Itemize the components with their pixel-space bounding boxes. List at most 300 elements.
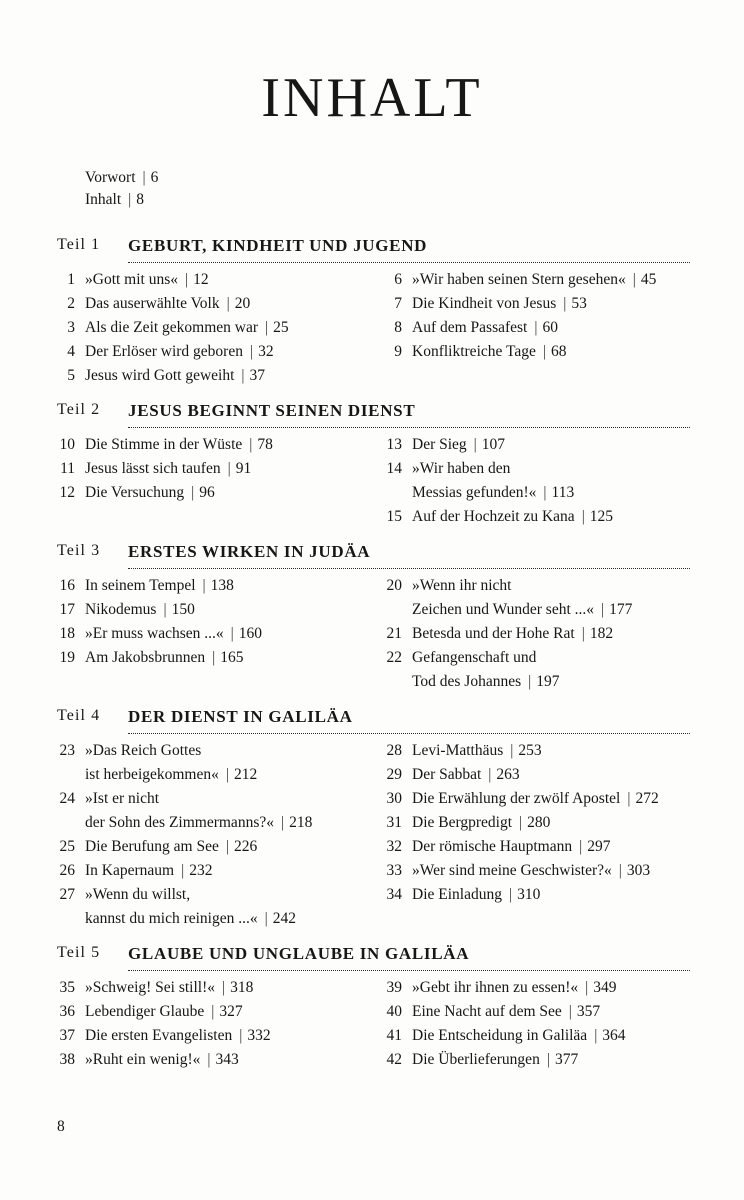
toc-entry[interactable] [384, 316, 690, 340]
separator-bar: | [222, 979, 226, 996]
toc-entry[interactable] [57, 976, 387, 1000]
frontmatter-label: Vorwort [85, 169, 136, 186]
separator-bar: | [508, 886, 513, 903]
entry-title [412, 1048, 690, 1072]
entry-page: 25 [273, 319, 289, 336]
entry-page: 343 [215, 1051, 239, 1068]
entry-page: 138 [210, 577, 234, 594]
entry-number: 13 [386, 436, 402, 453]
section-header [0, 401, 744, 430]
separator-bar: | [191, 484, 195, 501]
entry-number: 20 [386, 577, 402, 594]
entry-title-line: Die Bergpredigt | 280 [412, 811, 690, 835]
entry-title-line: »Wir haben seinen Stern gesehen« | 45 [412, 268, 690, 292]
entry-title-line: »Schweig! Sei still!« | 318 [85, 976, 387, 1000]
entry-page: 303 [626, 862, 651, 879]
entry-page: 253 [518, 742, 542, 759]
entry-title [412, 268, 690, 292]
separator-bar: | [239, 1027, 243, 1044]
section-header [0, 542, 744, 571]
entry-number: 7 [394, 295, 402, 312]
entry-page: 212 [233, 766, 258, 783]
entry-title [85, 457, 387, 481]
entry-number: 10 [59, 436, 75, 453]
entry-page: 12 [193, 271, 209, 288]
entry-title-line: »Das Reich Gottes [85, 742, 202, 759]
entry-title [412, 340, 690, 364]
entry-title [85, 835, 387, 859]
frontmatter-page: 6 [150, 169, 159, 186]
separator-bar: | [230, 625, 234, 642]
section-title: ERSTES WIRKEN IN JUDÄA [128, 542, 371, 561]
toc-entry[interactable] [384, 811, 690, 835]
section-header [0, 944, 744, 973]
entry-title-line: »Ist er nicht [85, 790, 160, 807]
toc-entry[interactable] [57, 457, 387, 481]
entry-title-line: Messias gefunden!« | 113 [412, 481, 690, 505]
toc-entry[interactable] [57, 574, 387, 598]
entry-page: 68 [550, 343, 567, 360]
entry-number: 25 [59, 838, 75, 855]
section-header [0, 707, 744, 736]
entry-title-line: Die Einladung | 310 [412, 883, 690, 907]
entry-page: 20 [234, 295, 251, 312]
entry-title-line: Der Sabbat | 263 [412, 763, 690, 787]
toc-entry[interactable] [57, 1024, 387, 1048]
entry-number: 40 [386, 1003, 402, 1020]
section-title: GLAUBE UND UNGLAUBE IN GALILÄA [128, 944, 470, 963]
entry-title-line: Die Versuchung | 96 [85, 481, 387, 505]
entry-title-line: ist herbeigekommen« | 212 [85, 763, 387, 787]
separator-bar: | [534, 319, 538, 336]
entry-title [85, 292, 387, 316]
entry-title [85, 739, 387, 787]
entry-title-line: In seinem Tempel | 138 [85, 574, 387, 598]
separator-bar: | [601, 601, 605, 618]
entry-page: 242 [272, 910, 296, 927]
toc-entry[interactable] [57, 622, 387, 646]
entry-title-line: Die Stimme in der Wüste | 78 [85, 433, 387, 457]
entry-title-line: Eine Nacht auf dem See | 357 [412, 1000, 690, 1024]
toc-entry[interactable] [384, 787, 690, 811]
toc-entry[interactable] [57, 835, 387, 859]
entry-page: 280 [527, 814, 551, 831]
entry-title [412, 574, 690, 622]
entry-columns [0, 739, 744, 931]
entry-title [412, 859, 690, 883]
toc-entry[interactable] [384, 763, 690, 787]
entry-number: 34 [386, 886, 402, 903]
entry-title [85, 598, 387, 622]
separator-bar: | [128, 191, 132, 208]
entry-column-right [384, 268, 690, 364]
section-title-rule [128, 401, 690, 428]
entry-title-line: Jesus wird Gott geweiht | 37 [85, 364, 387, 388]
section-title-rule [128, 236, 690, 263]
entry-title-line: »Wir haben den [412, 460, 511, 477]
entry-page: 327 [219, 1003, 243, 1020]
entry-number: 14 [386, 460, 402, 477]
entry-number: 30 [386, 790, 402, 807]
entry-page: 357 [576, 1003, 601, 1020]
entry-column-left [57, 268, 387, 388]
entry-number: 28 [386, 742, 402, 759]
entry-page: 364 [602, 1027, 626, 1044]
entry-page: 263 [496, 766, 520, 783]
toc-entry[interactable] [57, 1048, 387, 1072]
entry-page: 125 [589, 508, 614, 525]
entry-title-line: Die Kindheit von Jesus | 53 [412, 292, 690, 316]
frontmatter-page: 8 [136, 191, 145, 208]
entry-title-line: Lebendiger Glaube | 327 [85, 1000, 387, 1024]
entry-number: 19 [59, 649, 75, 666]
entry-number: 35 [59, 979, 75, 996]
entry-number: 29 [386, 766, 402, 783]
toc-entry[interactable] [57, 859, 387, 883]
entry-title [85, 622, 387, 646]
toc-section [0, 542, 744, 694]
entry-columns [0, 574, 744, 694]
separator-bar: | [528, 673, 532, 690]
toc-section [0, 236, 744, 388]
entry-number: 26 [59, 862, 75, 879]
separator-bar: | [581, 508, 585, 525]
toc-entry[interactable] [384, 457, 690, 505]
sections-container [0, 236, 744, 1085]
entry-page: 32 [258, 343, 274, 360]
entry-columns [0, 433, 744, 529]
entry-title [85, 340, 387, 364]
entry-column-right [384, 976, 690, 1072]
toc-entry[interactable] [57, 1000, 387, 1024]
entry-title-line: Die Berufung am See | 226 [85, 835, 387, 859]
entry-title [85, 268, 387, 292]
separator-bar: | [519, 814, 523, 831]
toc-entry[interactable] [57, 364, 387, 388]
entry-page: 107 [481, 436, 506, 453]
toc-entry[interactable] [384, 1048, 690, 1072]
entry-number: 11 [60, 460, 75, 477]
separator-bar: | [594, 1027, 598, 1044]
entry-number: 42 [386, 1051, 402, 1068]
entry-title [412, 292, 690, 316]
entry-title-line: In Kapernaum | 232 [85, 859, 387, 883]
separator-bar: | [226, 295, 230, 312]
entry-title [85, 1000, 387, 1024]
entry-title-line: »Gott mit uns« | 12 [85, 268, 387, 292]
entry-title-line: Das auserwählte Volk | 20 [85, 292, 387, 316]
entry-page: 232 [189, 862, 213, 879]
toc-entry[interactable] [384, 433, 690, 457]
entry-title [85, 787, 387, 835]
entry-title-line: Jesus lässt sich taufen | 91 [85, 457, 387, 481]
entry-page: 349 [593, 979, 617, 996]
entry-title-line: der Sohn des Zimmermanns?« | 218 [85, 811, 387, 835]
entry-title-line: »Gebt ihr ihnen zu essen!« | 349 [412, 976, 690, 1000]
toc-entry[interactable] [384, 292, 690, 316]
section-part-label: Teil 2 [57, 401, 101, 418]
separator-bar: | [632, 271, 636, 288]
entry-title-line: Der Erlöser wird geboren | 32 [85, 340, 387, 364]
toc-entry[interactable] [384, 1024, 690, 1048]
entry-title-line: »Ruht ein wenig!« | 343 [85, 1048, 387, 1072]
separator-bar: | [627, 790, 631, 807]
entry-page: 165 [220, 649, 244, 666]
entry-number: 17 [59, 601, 75, 618]
entry-title [85, 481, 387, 505]
separator-bar: | [264, 910, 268, 927]
entry-columns [0, 268, 744, 388]
entry-column-right [384, 739, 690, 907]
separator-bar: | [546, 1051, 550, 1068]
entry-number: 12 [59, 484, 75, 501]
entry-title-line: Als die Zeit gekommen war | 25 [85, 316, 387, 340]
entry-number: 37 [59, 1027, 75, 1044]
separator-bar: | [581, 625, 585, 642]
separator-bar: | [202, 577, 206, 594]
toc-entry[interactable] [384, 340, 690, 364]
entry-page: 78 [257, 436, 273, 453]
section-title-rule [128, 542, 690, 569]
toc-entry[interactable] [384, 268, 690, 292]
entry-title-line: »Wer sind meine Geschwister?« | 303 [412, 859, 690, 883]
separator-bar: | [185, 271, 189, 288]
entry-title-line: »Wenn du willst, [85, 886, 191, 903]
toc-entry[interactable] [384, 1000, 690, 1024]
entry-column-left [57, 739, 387, 931]
entry-title-line: Gefangenschaft und [412, 649, 537, 666]
separator-bar: | [579, 838, 583, 855]
entry-column-left [57, 574, 387, 670]
section-title: DER DIENST IN GALILÄA [128, 707, 353, 726]
entry-title [412, 505, 690, 529]
separator-bar: | [225, 766, 229, 783]
entry-columns [0, 976, 744, 1072]
toc-entry[interactable] [57, 340, 387, 364]
entry-title-line: Auf der Hochzeit zu Kana | 125 [412, 505, 690, 529]
entry-page: 37 [249, 367, 265, 384]
entry-page: 377 [554, 1051, 579, 1068]
entry-page: 310 [517, 886, 541, 903]
page-folio: 8 [57, 1118, 65, 1135]
entry-page: 218 [289, 814, 313, 831]
entry-page: 177 [609, 601, 633, 618]
entry-title [412, 646, 690, 694]
separator-bar: | [212, 649, 216, 666]
entry-column-left [57, 433, 387, 505]
entry-title [85, 976, 387, 1000]
section-title-rule [128, 944, 690, 971]
separator-bar: | [542, 343, 546, 360]
toc-entry[interactable] [384, 976, 690, 1000]
section-title: GEBURT, KINDHEIT UND JUGEND [128, 236, 428, 255]
separator-bar: | [227, 460, 231, 477]
entry-page: 197 [536, 673, 560, 690]
entry-title-line: »Er muss wachsen ...« | 160 [85, 622, 387, 646]
entry-number: 27 [59, 886, 75, 903]
entry-number: 6 [394, 271, 402, 288]
entry-number: 41 [386, 1027, 402, 1044]
entry-title [412, 763, 690, 787]
entry-title [412, 976, 690, 1000]
toc-entry[interactable] [384, 646, 690, 694]
section-title-rule [128, 707, 690, 734]
toc-entry[interactable] [57, 598, 387, 622]
section-part-label: Teil 5 [57, 944, 101, 961]
entry-number: 2 [67, 295, 75, 312]
entry-page: 60 [542, 319, 558, 336]
entry-page: 96 [199, 484, 215, 501]
separator-bar: | [280, 814, 285, 831]
entry-number: 31 [386, 814, 402, 831]
entry-title [85, 1024, 387, 1048]
entry-page: 272 [635, 790, 659, 807]
entry-title [412, 739, 690, 763]
entry-number: 3 [67, 319, 75, 336]
separator-bar: | [563, 295, 567, 312]
entry-page: 91 [235, 460, 252, 477]
entry-title [412, 883, 690, 907]
entry-page: 318 [230, 979, 254, 996]
toc-entry[interactable] [384, 505, 690, 529]
toc-entry[interactable] [57, 646, 387, 670]
separator-bar: | [211, 1003, 215, 1020]
entry-title [412, 835, 690, 859]
entry-title [412, 316, 690, 340]
entry-title [412, 1024, 690, 1048]
entry-page: 332 [247, 1027, 271, 1044]
toc-entry[interactable] [384, 739, 690, 763]
toc-entry[interactable] [57, 739, 387, 787]
frontmatter-list [85, 167, 158, 211]
entry-number: 15 [386, 508, 402, 525]
toc-entry[interactable] [57, 316, 387, 340]
separator-bar: | [249, 343, 254, 360]
entry-number: 23 [59, 742, 75, 759]
section-part-label: Teil 3 [57, 542, 101, 559]
entry-title-line: Die Entscheidung in Galiläa | 364 [412, 1024, 690, 1048]
entry-number: 9 [394, 343, 402, 360]
toc-entry[interactable] [384, 859, 690, 883]
entry-title [412, 1000, 690, 1024]
entry-title-line: Konfliktreiche Tage | 68 [412, 340, 690, 364]
toc-section [0, 401, 744, 529]
entry-title-line: Auf dem Passafest | 60 [412, 316, 690, 340]
entry-column-left [57, 976, 387, 1072]
separator-bar: | [207, 1051, 211, 1068]
entry-number: 38 [59, 1051, 75, 1068]
frontmatter-entry[interactable] [85, 189, 158, 211]
toc-entry[interactable] [57, 787, 387, 835]
separator-bar: | [473, 436, 477, 453]
entry-number: 24 [59, 790, 75, 807]
entry-title-line: Nikodemus | 150 [85, 598, 387, 622]
section-part-label: Teil 1 [57, 236, 101, 253]
entry-title [85, 1048, 387, 1072]
toc-entry[interactable] [57, 883, 387, 931]
entry-page: 226 [233, 838, 258, 855]
entry-title [412, 457, 690, 505]
entry-title-line: Die Überlieferungen | 377 [412, 1048, 690, 1072]
section-header [0, 236, 744, 265]
toc-entry[interactable] [57, 481, 387, 505]
entry-title [85, 316, 387, 340]
entry-page: 45 [640, 271, 657, 288]
entry-column-right [384, 574, 690, 694]
separator-bar: | [181, 862, 185, 879]
entry-page: 182 [589, 625, 614, 642]
entry-title [412, 433, 690, 457]
entry-number: 32 [386, 838, 402, 855]
entry-number: 33 [386, 862, 402, 879]
toc-entry[interactable] [384, 574, 690, 622]
section-title: JESUS BEGINNT SEINEN DIENST [128, 401, 416, 420]
entry-title-line: Levi-Matthäus | 253 [412, 739, 690, 763]
entry-title [412, 787, 690, 811]
entry-column-right [384, 433, 690, 529]
entry-title-line: Zeichen und Wunder seht ...« | 177 [412, 598, 690, 622]
entry-title-line: Die Erwählung der zwölf Apostel | 272 [412, 787, 690, 811]
entry-number: 36 [59, 1003, 75, 1020]
entry-page: 160 [238, 625, 262, 642]
toc-entry[interactable] [384, 835, 690, 859]
entry-title-line: Die ersten Evangelisten | 332 [85, 1024, 387, 1048]
entry-title [85, 859, 387, 883]
entry-title-line: Am Jakobsbrunnen | 165 [85, 646, 387, 670]
entry-title [85, 574, 387, 598]
separator-bar: | [585, 979, 589, 996]
entry-number: 8 [394, 319, 402, 336]
frontmatter-entry[interactable] [85, 167, 158, 189]
separator-bar: | [249, 436, 253, 453]
entry-title-line: »Wenn ihr nicht [412, 577, 512, 594]
entry-title [85, 883, 387, 931]
toc-entry[interactable] [57, 292, 387, 316]
entry-number: 1 [67, 271, 75, 288]
entry-page: 53 [571, 295, 587, 312]
entry-number: 39 [386, 979, 402, 996]
entry-title-line: Der Sieg | 107 [412, 433, 690, 457]
toc-entry[interactable] [384, 622, 690, 646]
page-title: INHALT [261, 66, 483, 129]
entry-number: 5 [67, 367, 75, 384]
toc-section [0, 944, 744, 1072]
entry-title-line: Betesda und der Hohe Rat | 182 [412, 622, 690, 646]
entry-title [85, 433, 387, 457]
separator-bar: | [618, 862, 622, 879]
separator-bar: | [241, 367, 245, 384]
entry-title-line: kannst du mich reinigen ...« | 242 [85, 907, 387, 931]
toc-section [0, 707, 744, 931]
frontmatter-label: Inhalt [85, 191, 122, 208]
entry-title-line: Der römische Hauptmann | 297 [412, 835, 690, 859]
separator-bar: | [265, 319, 269, 336]
entry-page: 297 [587, 838, 611, 855]
entry-number: 18 [59, 625, 75, 642]
separator-bar: | [510, 742, 514, 759]
entry-page: 113 [551, 484, 575, 501]
separator-bar: | [142, 169, 146, 186]
entry-title [85, 646, 387, 670]
entry-number: 21 [386, 625, 402, 642]
entry-title [85, 364, 387, 388]
entry-number: 4 [67, 343, 75, 360]
section-part-label: Teil 4 [57, 707, 101, 724]
separator-bar: | [568, 1003, 572, 1020]
toc-entry[interactable] [384, 883, 690, 907]
toc-entry[interactable] [57, 268, 387, 292]
toc-entry[interactable] [57, 433, 387, 457]
